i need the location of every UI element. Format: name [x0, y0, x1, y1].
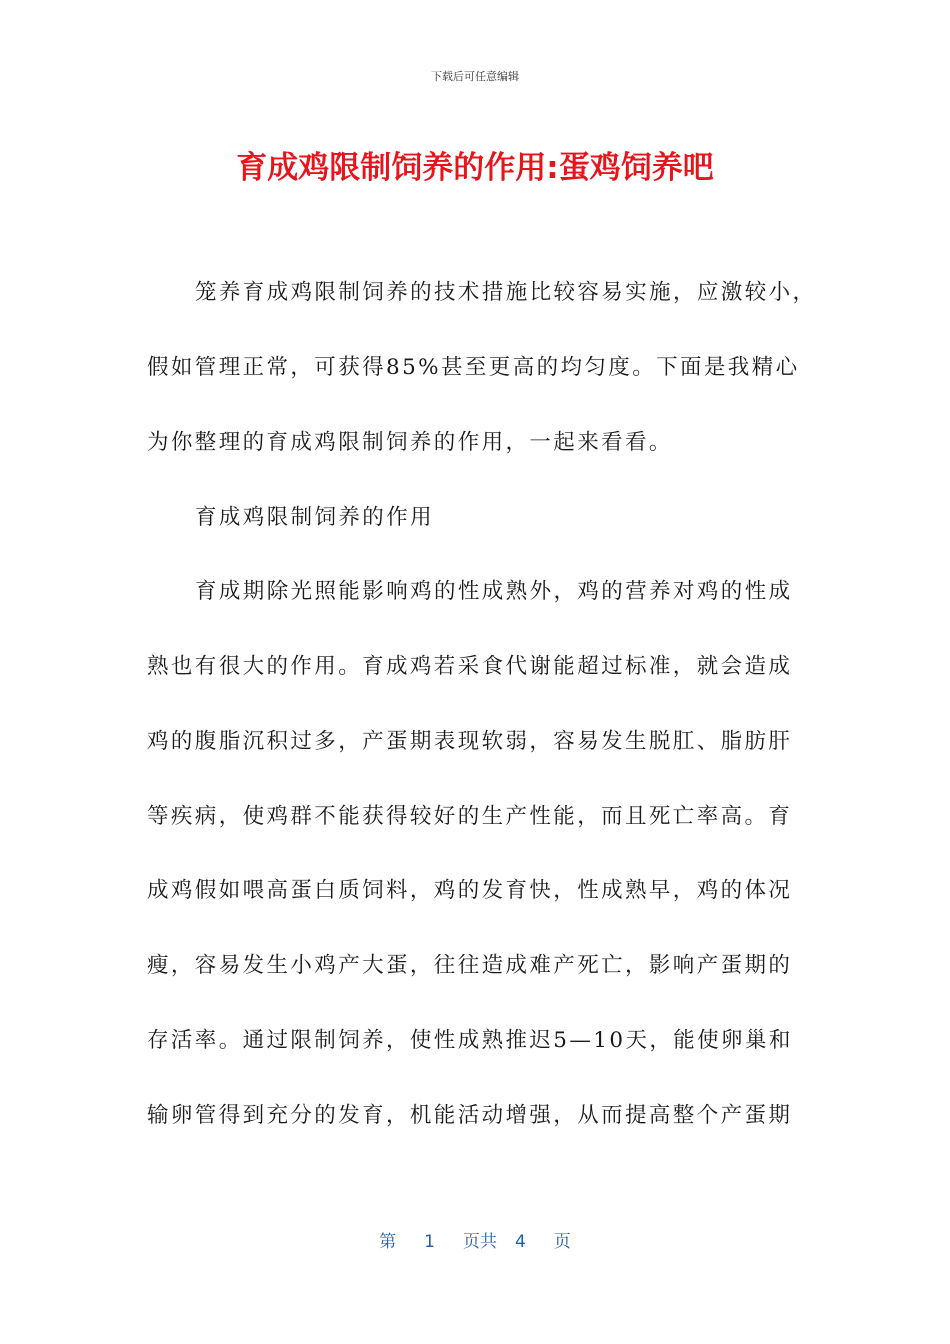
paragraph-line: 输卵管得到充分的发育，机能活动增强，从而提高整个产蛋期: [147, 1103, 793, 1128]
paragraph-line: 存活率。通过限制饲养，使性成熟推迟5—10天，能使卵巢和: [147, 1028, 793, 1053]
paragraph-line: 等疾病，使鸡群不能获得较好的生产性能，而且死亡率高。育: [147, 804, 793, 829]
total-page-number: 4: [515, 1232, 526, 1252]
paragraph-line: 为你整理的育成鸡限制饲养的作用，一起来看看。: [147, 430, 673, 455]
paragraph-line: 笼养育成鸡限制饲养的技术措施比较容易实施，应激较小，: [195, 280, 817, 305]
page-title: 育成鸡限制饲养的作用:蛋鸡饲养吧: [236, 150, 714, 186]
paragraph-line: 育成期除光照能影响鸡的性成熟外，鸡的营养对鸡的性成: [195, 579, 793, 604]
footer-prefix: 第: [379, 1232, 397, 1252]
footer-middle: 页共: [463, 1232, 497, 1252]
page-footer: [0, 1227, 950, 1252]
paragraph-line: 鸡的腹脂沉积过多，产蛋期表现软弱，容易发生脱肛、脂肪肝: [147, 729, 793, 754]
paragraph-line: 熟也有很大的作用。育成鸡若采食代谢能超过标准，就会造成: [147, 654, 793, 679]
current-page-number: 1: [424, 1232, 435, 1252]
footer-suffix: 页: [553, 1232, 571, 1252]
paragraph-line: 成鸡假如喂高蛋白质饲料，鸡的发育快，性成熟早，鸡的体况: [147, 878, 793, 903]
section-heading: 育成鸡限制饲养的作用: [195, 505, 435, 530]
download-note: 下载后可任意编辑: [431, 70, 519, 83]
paragraph-line: 假如管理正常，可获得85%甚至更高的均匀度。下面是我精心: [147, 355, 800, 380]
paragraph-line: 瘦，容易发生小鸡产大蛋，往往造成难产死亡，影响产蛋期的: [147, 953, 793, 978]
